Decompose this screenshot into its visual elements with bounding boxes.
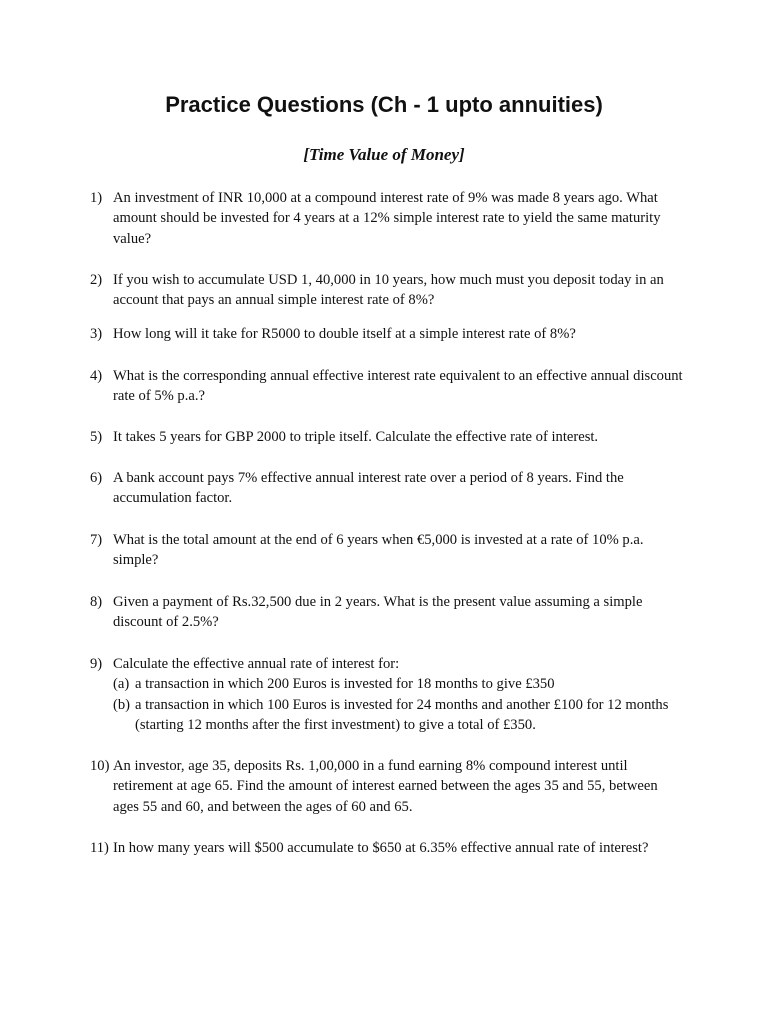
- question-text: Given a payment of Rs.32,500 due in 2 years. What is the present value assuming a simple discount of 2.5%?: [113, 594, 643, 631]
- question-body: [113, 654, 683, 736]
- part-text: a transaction in which 200 Euros is invested for 18 months to give £350: [135, 676, 555, 693]
- question-number: 7): [90, 532, 103, 548]
- question-number: 8): [90, 594, 103, 610]
- question-number: 1): [90, 190, 103, 206]
- part-label: (b): [113, 696, 131, 713]
- question-text: What is the total amount at the end of 6 years when €5,000 is invested at a rate of 10% p.a. simple?: [113, 532, 644, 569]
- question-number: 9): [90, 656, 103, 672]
- question-text: How long will it take for R5000 to double itself at a simple interest rate of 8%?: [113, 326, 576, 342]
- page-subtitle: [Time Value of Money]: [303, 145, 465, 164]
- question-number: 4): [90, 368, 103, 384]
- question-text: Calculate the effective annual rate of interest for:: [113, 656, 400, 672]
- question-number: 11): [90, 840, 109, 856]
- question-text: What is the corresponding annual effective interest rate equivalent to an effective annual discount rate of 5% p.a.?: [113, 368, 683, 405]
- question-number: 3): [90, 326, 103, 342]
- part-text: a transaction in which 100 Euros is invested for 24 months and another £100 for 12 months (starting 12 months after the first investment) to give a total of £350.: [135, 696, 669, 734]
- question-text: An investor, age 35, deposits Rs. 1,00,000 in a fund earning 8% compound interest until retirement at age 65. Find the amount of interest earned between the ages 35 and 55, between ages 55 and 60, and between the ages of 60 and 65.: [113, 758, 658, 815]
- question-text: In how many years will $500 accumulate to $650 at 6.35% effective annual rate of interest?: [113, 840, 649, 856]
- question-number: 6): [90, 470, 103, 486]
- question-number: 5): [90, 429, 103, 445]
- question-text: It takes 5 years for GBP 2000 to triple itself. Calculate the effective rate of interest.: [113, 429, 599, 445]
- page-title: Practice Questions (Ch - 1 upto annuities): [165, 92, 603, 117]
- question-number: 2): [90, 272, 103, 288]
- question-text: A bank account pays 7% effective annual interest rate over a period of 8 years. Find the accumulation factor.: [113, 470, 624, 507]
- question-part-b: [113, 695, 683, 736]
- question-text: An investment of INR 10,000 at a compound interest rate of 9% was made 8 years ago. What amount should be invested for 4 years at a 12% simple interest rate to yield the same maturity value?: [113, 190, 661, 247]
- question-number: 10): [90, 758, 110, 774]
- part-label: (a): [113, 676, 130, 693]
- question-text: If you wish to accumulate USD 1, 40,000 in 10 years, how much must you deposit today in an account that pays an annual simple interest rate of 8%?: [113, 272, 664, 309]
- question-part-a: [113, 674, 683, 694]
